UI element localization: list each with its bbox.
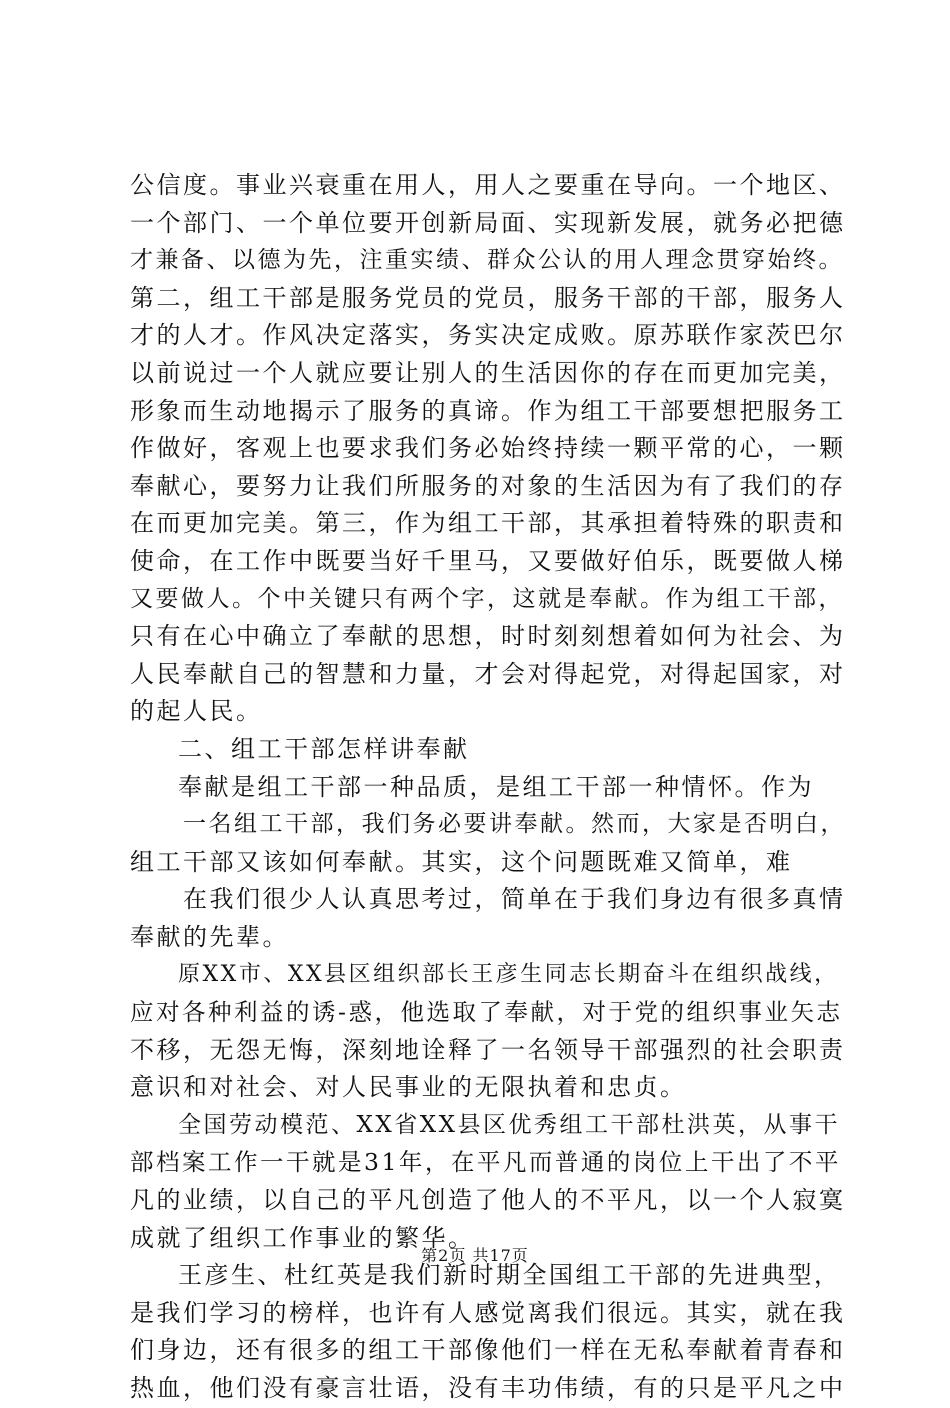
text-line: 以前说过一个人就应要让别人的生活因你的存在而更加完美， (130, 358, 846, 387)
text-line: 奉献的先辈。 (130, 922, 289, 951)
text-line: 组工干部又该如何奉献。其实，这个问题既难又简单，难 (130, 847, 793, 876)
text-line: 热血，他们没有豪言壮语，没有丰功伟绩，有的只是平凡之中 (130, 1374, 846, 1402)
text-line: 公信度。事业兴衰重在用人，用人之要重在导向。一个地区、 (130, 171, 846, 199)
text-line: 的起人民。 (130, 697, 263, 726)
text-line: 才兼备、以德为先，注重实绩、群众公认的用人理念贯穿始终。 (130, 247, 844, 274)
text-line: 凡的业绩，以自己的平凡创造了他人的不平凡，以一个人寂寞 (130, 1186, 846, 1215)
text-line: 又要做人。个中关键只有两个字，这就是奉献。作为组工干部， (130, 585, 844, 612)
text-line: 奉献是组工干部一种品质，是组工干部一种情怀。作为 (178, 772, 814, 801)
text-line: 作做好，客观上也要求我们务必始终持续一颗平常的心，一颗 (130, 434, 846, 463)
text-line: 在而更加完美。第三，作为组工干部，其承担着特殊的职责和 (130, 509, 846, 538)
text-line: 不移，无怨无悔，深刻地诠释了一名领导干部强烈的社会职责 (130, 1035, 846, 1064)
text-line: 原XX市、XX县区组织部长王彦生同志长期奋斗在组织战线， (178, 962, 839, 988)
text-line: 应对各种利益的诱-惑，他选取了奉献，对于党的组织事业矢志 (130, 998, 843, 1027)
text-line: 是我们学习的榜样，也许有人感觉离我们很远。其实，就在我 (130, 1298, 846, 1327)
text-line: 第二，组工干部是服务党员的党员，服务干部的干部，服务人 (130, 283, 846, 312)
text-line: 二、组工干部怎样讲奉献 (178, 734, 470, 763)
text-line: 成就了组织工作事业的繁华。 (130, 1223, 475, 1252)
text-line: 部档案工作一干就是31年，在平凡而普通的岗位上干出了不平 (130, 1148, 841, 1177)
page-footer: 第2页 共17页 (421, 1246, 529, 1265)
document-body (130, 167, 850, 1408)
text-line: 一个部门、一个单位要开创新局面、实现新发展，就务必把德 (130, 208, 846, 237)
text-line: 全国劳动模范、XX省XX县区优秀组工干部杜洪英，从事干 (178, 1111, 840, 1138)
text-line: 才的人才。作风决定落实，务实决定成败。原苏联作家茨巴尔 (130, 321, 846, 350)
text-line: 奉献心，要努力让我们所服务的对象的生活因为有了我们的存 (130, 471, 846, 500)
text-line: 人民奉献自己的智慧和力量，才会对得起党，对得起国家，对 (130, 659, 846, 688)
text-line: 王彦生、杜红英是我们新时期全国组工干部的先进典型， (178, 1261, 841, 1290)
text-line: 意识和对社会、对人民事业的无限执着和忠贞。 (130, 1073, 687, 1102)
text-line: 们身边，还有很多的组工干部像他们一样在无私奉献着青春和 (130, 1336, 846, 1365)
text-line: 形象而生动地揭示了服务的真谛。作为组工干部要想把服务工 (130, 396, 846, 425)
text-line: 在我们很少人认真思考过，简单在于我们身边有很多真情 (183, 885, 846, 914)
text-line: 只有在心中确立了奉献的思想，时时刻刻想着如何为社会、为 (130, 622, 846, 651)
text-line: 使命，在工作中既要当好千里马，又要做好伯乐，既要做人梯 (130, 546, 846, 575)
text-line: 一名组工干部，我们务必要讲奉献。然而，大家是否明白， (183, 811, 846, 838)
